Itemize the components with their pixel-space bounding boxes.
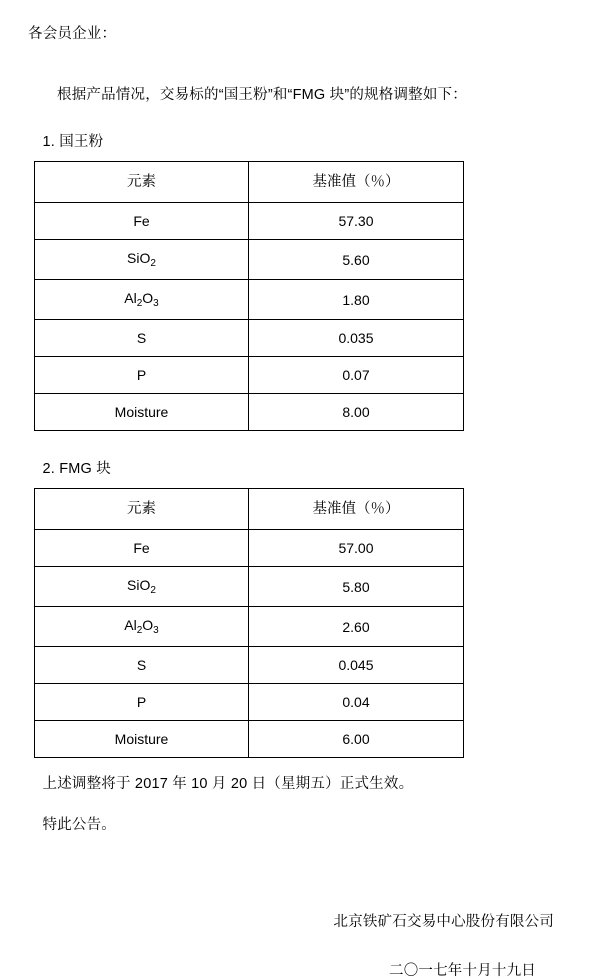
- cell-value: 6.00: [249, 721, 464, 758]
- cell-element-sub: 2: [136, 625, 143, 636]
- cell-element-text: Al: [124, 617, 137, 633]
- cell-value: 0.04: [249, 684, 464, 721]
- cell-element: Fe: [35, 203, 249, 240]
- spec-table-2: [34, 488, 464, 758]
- cell-element-text2: O: [142, 290, 154, 306]
- effective-date-paragraph: 上述调整将于 2017 年 10 月 20 日（星期五）正式生效。: [42, 776, 414, 792]
- cell-element: [35, 280, 249, 320]
- table-row: [35, 647, 464, 684]
- cell-element-text: Al: [124, 290, 137, 306]
- table-row: [35, 530, 464, 567]
- table-row: [35, 240, 464, 280]
- table-row: [35, 567, 464, 607]
- cell-element: Moisture: [35, 394, 249, 431]
- cell-value: 1.80: [249, 280, 464, 320]
- cell-value: 8.00: [249, 394, 464, 431]
- signature-company: 北京铁矿石交易中心股份有限公司: [333, 914, 554, 930]
- cell-element: P: [35, 357, 249, 394]
- cell-value: 0.045: [249, 647, 464, 684]
- table-row: [35, 357, 464, 394]
- cell-element: S: [35, 647, 249, 684]
- intro-paragraph: 根据产品情况，交易标的“国王粉”和“FMG 块”的规格调整如下：: [57, 87, 467, 103]
- cell-element-sub2: 3: [153, 298, 159, 309]
- cell-element-sub: 2: [150, 585, 156, 596]
- header-value: 基准值（％）: [249, 489, 464, 530]
- cell-element: Fe: [35, 530, 249, 567]
- cell-value: 2.60: [249, 607, 464, 647]
- cell-element: Moisture: [35, 721, 249, 758]
- table-row: [35, 607, 464, 647]
- cell-element-sub: 2: [136, 298, 143, 309]
- cell-element: P: [35, 684, 249, 721]
- spec-table-1: [34, 161, 464, 431]
- cell-element-text: SiO: [127, 250, 151, 266]
- cell-element: S: [35, 320, 249, 357]
- table-header-row: [35, 489, 464, 530]
- cell-element: [35, 240, 249, 280]
- cell-element-sub2: 3: [153, 625, 159, 636]
- cell-value: 57.30: [249, 203, 464, 240]
- table-row: [35, 203, 464, 240]
- section-title-1: 1. 国王粉: [42, 134, 104, 150]
- table-row: [35, 320, 464, 357]
- header-element: 元素: [35, 489, 249, 530]
- cell-value: 5.60: [249, 240, 464, 280]
- cell-element-text: SiO: [127, 577, 151, 593]
- table-row: [35, 721, 464, 758]
- cell-element: [35, 567, 249, 607]
- table-row: [35, 280, 464, 320]
- table-row: [35, 684, 464, 721]
- cell-value: 5.80: [249, 567, 464, 607]
- header-element: 元素: [35, 162, 249, 203]
- section-title-2: 2. FMG 块: [42, 461, 111, 477]
- cell-element: [35, 607, 249, 647]
- header-value: 基准值（％）: [249, 162, 464, 203]
- salutation: 各会员企业：: [28, 26, 117, 42]
- cell-element-sub: 2: [150, 258, 156, 269]
- cell-value: 0.035: [249, 320, 464, 357]
- table-header-row: [35, 162, 464, 203]
- cell-value: 0.07: [249, 357, 464, 394]
- table-row: [35, 394, 464, 431]
- signature-date: 二〇一七年十月十九日: [389, 963, 536, 979]
- cell-element-text2: O: [142, 617, 154, 633]
- notice-paragraph: 特此公告。: [42, 817, 116, 833]
- cell-value: 57.00: [249, 530, 464, 567]
